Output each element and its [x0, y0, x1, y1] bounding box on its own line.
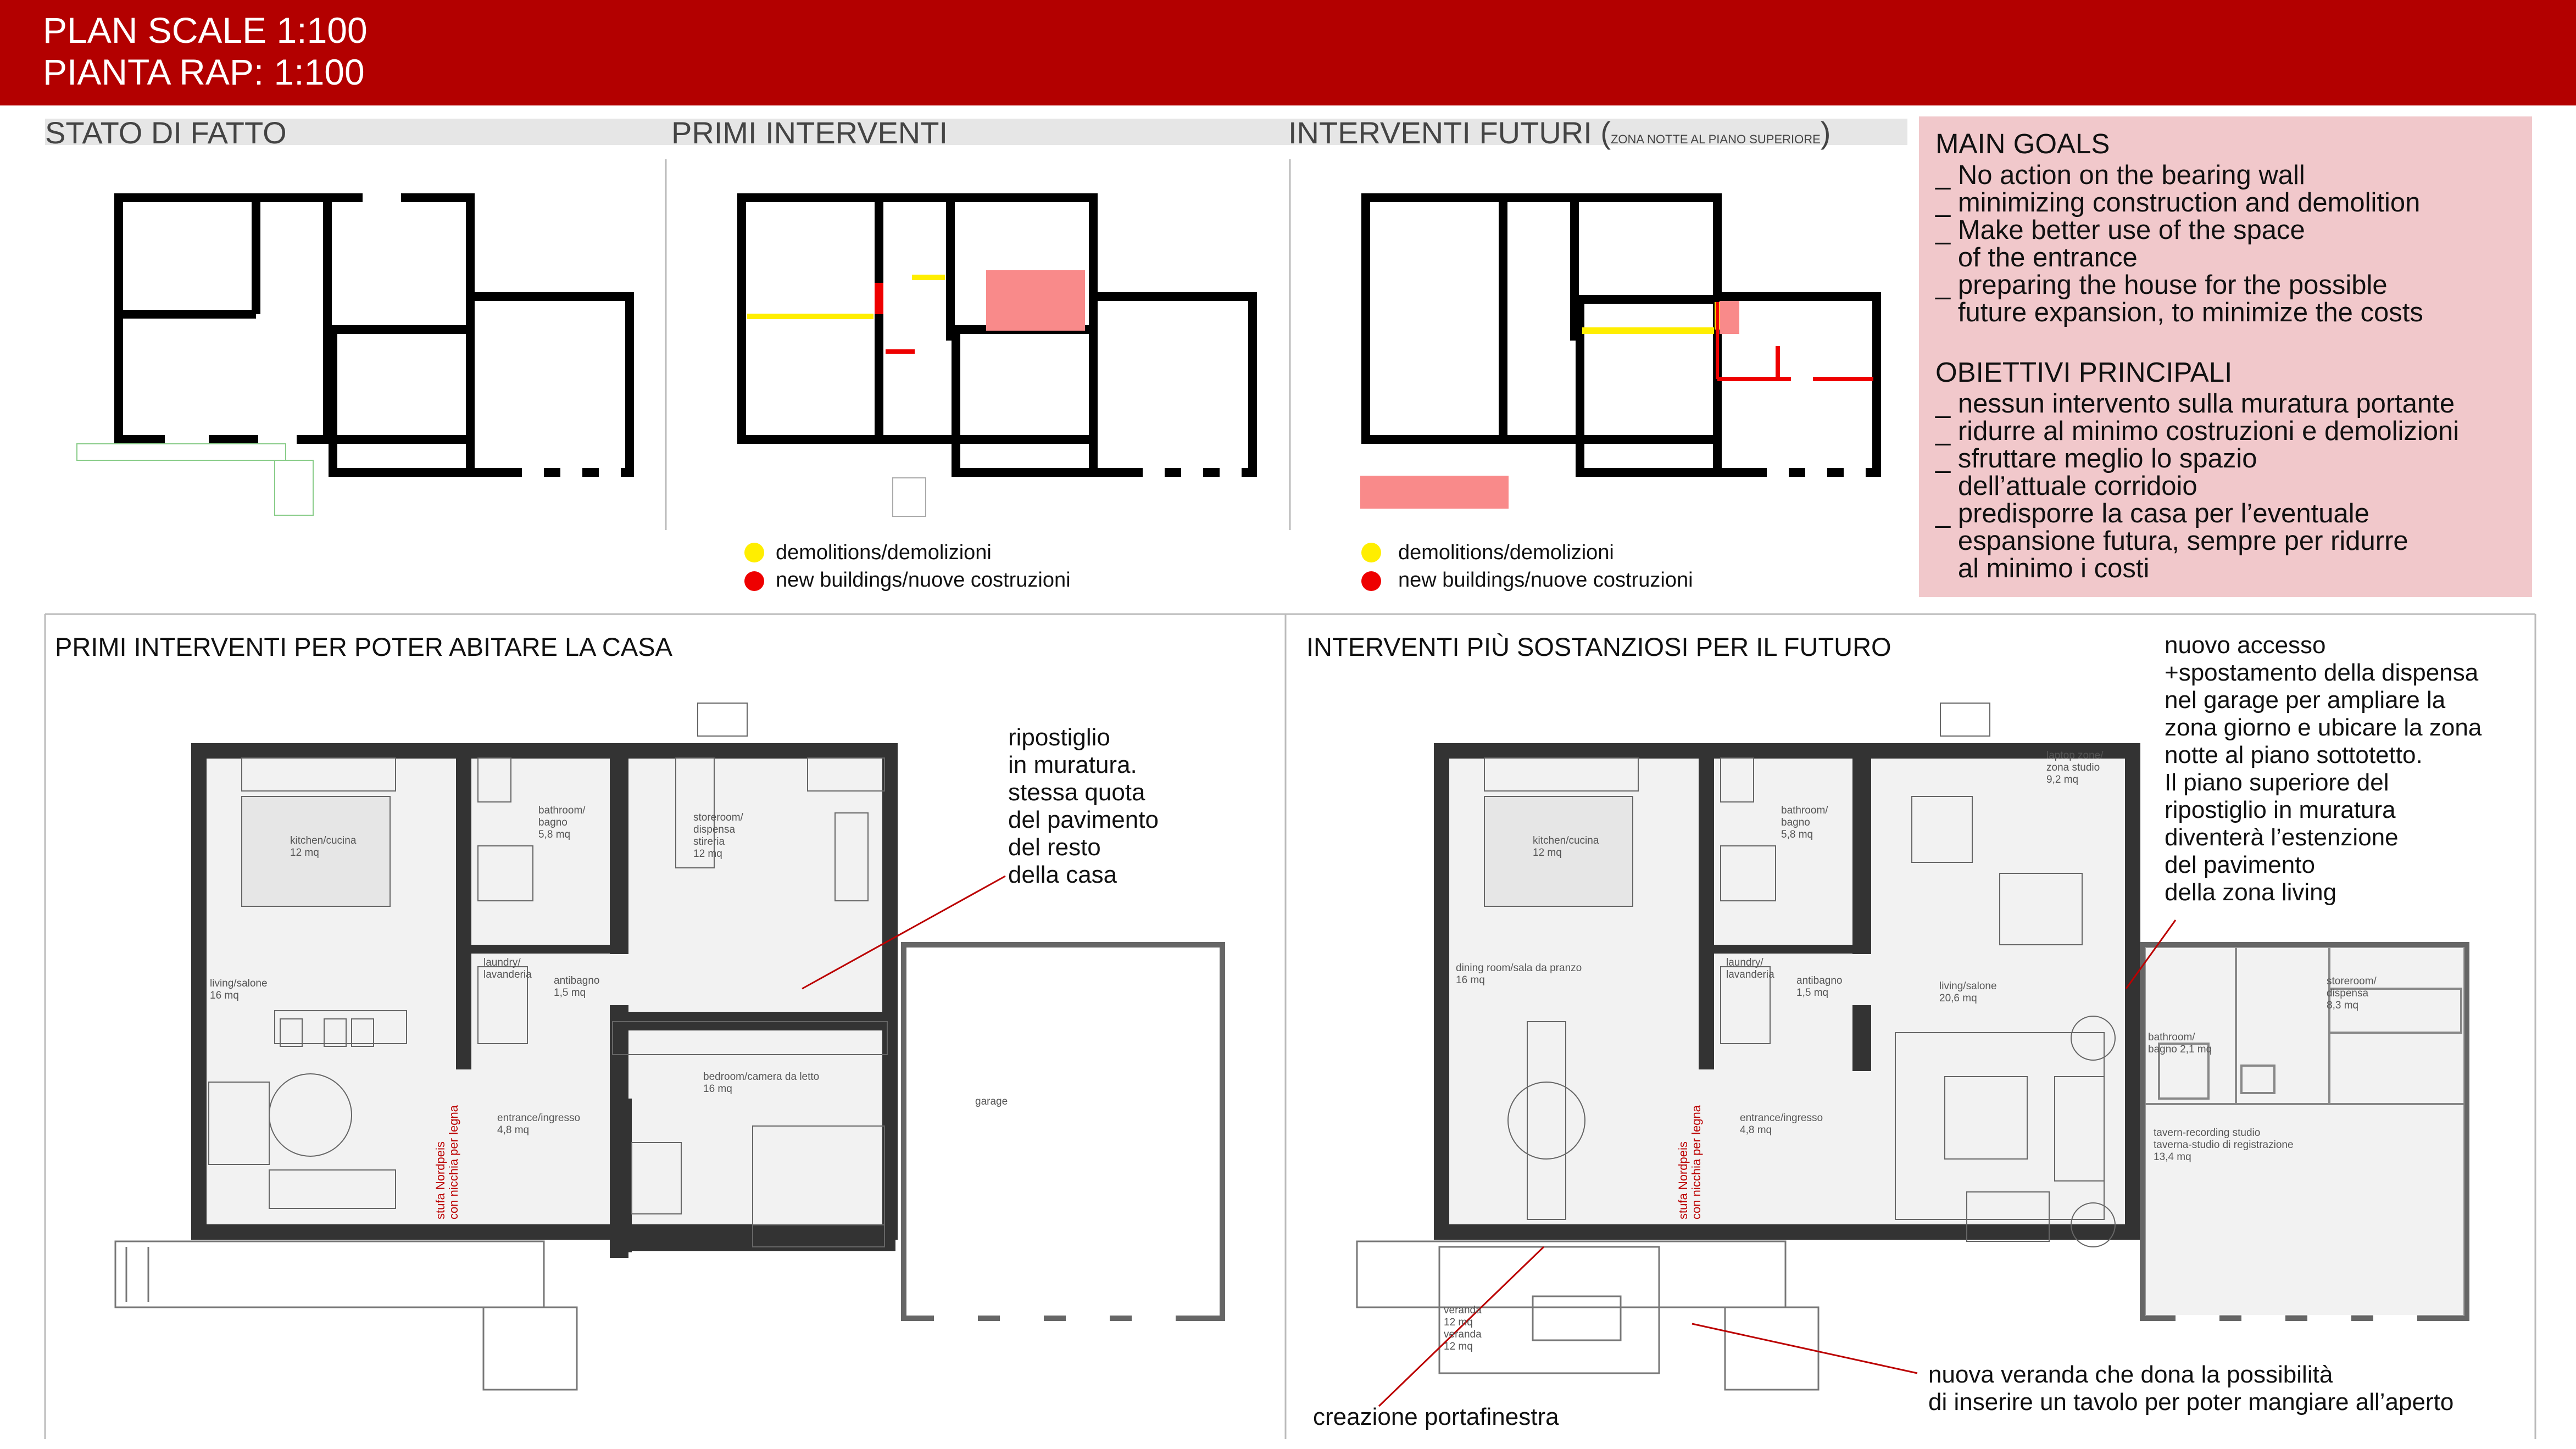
- room2-antibagno: antibagno 1,5 mq: [1796, 975, 1843, 999]
- plan-primi-interventi: [742, 198, 1253, 472]
- room-bathroom: bathroom/ bagno 5,8 mq: [538, 805, 586, 840]
- room2-tavern: tavern-recording studio taverna-studio di registrazione 13,4 mq: [2154, 1127, 2294, 1163]
- goal-it-1: _ nessun intervento sulla muratura portante: [1935, 389, 2455, 419]
- room2-storeroom: storeroom/ dispensa 8,3 mq: [2327, 976, 2377, 1011]
- room-storeroom: storeroom/ dispensa stireria 12 mq: [693, 812, 743, 860]
- goal-en-5: _ preparing the house for the possible: [1935, 270, 2388, 300]
- legend2-demolitions-label: demolitions/demolizioni: [1398, 541, 1614, 564]
- room-living: living/salone 16 mq: [210, 978, 268, 1001]
- goal-en-3: _ Make better use of the space: [1935, 215, 2305, 245]
- room-laundry: laundry/ lavanderia: [483, 957, 532, 980]
- note-portafinestra: creazione portafinestra: [1313, 1403, 1559, 1430]
- goal-en-4: of the entrance: [1935, 243, 2138, 272]
- room2-kitchen: kitchen/cucina 12 mq: [1533, 835, 1599, 859]
- goal-it-6: espansione futura, sempre per ridurre: [1935, 526, 2408, 556]
- legend-new-label: new buildings/nuove costruzioni: [776, 569, 1071, 592]
- scale-title-it: PIANTA RAP: 1:100: [43, 52, 365, 92]
- goal-it-7: al minimo i costi: [1935, 554, 2150, 583]
- goal-it-2: _ ridurre al minimo costruzioni e demolizioni: [1935, 416, 2460, 446]
- bottom-right-note: nuovo accesso +spostamento della dispensa nel garage per ampliare la zona giorno e ubicare la zona notte al piano sottotetto. Il piano superiore del ripostiglio in muratura diventerà l’estenzione del pavimento della zona living: [2165, 632, 2482, 906]
- bottom-left-title: PRIMI INTERVENTI PER POTER ABITARE LA CASA: [55, 632, 672, 661]
- legend-demolitions-dot: [744, 543, 764, 562]
- note-veranda: nuova veranda che dona la possibilità di inserire un tavolo per poter mangiare all’aperto: [1928, 1361, 2454, 1415]
- room-kitchen: kitchen/cucina 12 mq: [290, 835, 357, 859]
- room2-entrance: entrance/ingresso 4,8 mq: [1740, 1112, 1823, 1136]
- room-garage: garage: [975, 1096, 1008, 1107]
- room-antibagno: antibagno 1,5 mq: [554, 975, 600, 999]
- section-primi-label: PRIMI INTERVENTI: [671, 115, 948, 150]
- section-futuri-label: INTERVENTI FUTURI (ZONA NOTTE AL PIANO SUPERIORE): [1288, 115, 1831, 150]
- room2-bathroom: bathroom/ bagno 5,8 mq: [1781, 805, 1828, 840]
- bottom-right-title: INTERVENTI PIÙ SOSTANZIOSI PER IL FUTURO: [1306, 632, 1891, 661]
- legend2-new-label: new buildings/nuove costruzioni: [1398, 569, 1693, 592]
- room2-dining: dining room/sala da pranzo 16 mq: [1456, 962, 1582, 986]
- room-entrance: entrance/ingresso 4,8 mq: [497, 1112, 581, 1136]
- plan-interventi-futuri: [1366, 198, 1877, 472]
- room2-veranda: veranda 12 mq veranda 12 mq: [1444, 1305, 1482, 1352]
- legend-new-dot: [744, 571, 764, 591]
- room2-bathroom2: bathroom/ bagno 2,1 mq: [2148, 1032, 2212, 1055]
- legend2-demolitions-dot: [1361, 543, 1381, 562]
- goal-en-6: future expansion, to minimize the costs: [1935, 298, 2423, 327]
- goal-it-5: _ predisporre la casa per l’eventuale: [1935, 499, 2369, 528]
- section-stato-label: STATO DI FATTO: [45, 115, 287, 150]
- legend2-new-dot: [1361, 571, 1381, 591]
- legend-demolitions-label: demolitions/demolizioni: [776, 541, 992, 564]
- goals-title-en: MAIN GOALS: [1935, 128, 2110, 159]
- room-bedroom: bedroom/camera da letto 16 mq: [703, 1071, 820, 1095]
- scale-title-en: PLAN SCALE 1:100: [43, 10, 368, 51]
- room2-laptop: laptop zone/ zona studio 9,2 mq: [2046, 750, 2104, 785]
- goal-en-1: _ No action on the bearing wall: [1935, 160, 2305, 190]
- stove-label-right: stufa Nordpeis con nicchia per legna: [1676, 1105, 1703, 1219]
- goal-en-2: _ minimizing construction and demolition: [1935, 188, 2421, 218]
- stove-label-left: stufa Nordpeis con nicchia per legna: [433, 1105, 460, 1219]
- goal-it-3: _ sfruttare meglio lo spazio: [1935, 444, 2257, 473]
- goal-it-4: dell’attuale corridoio: [1935, 471, 2197, 501]
- goals-panel: [1919, 116, 2532, 597]
- bottom-left-note: ripostiglio in muratura. stessa quota del pavimento del resto della casa: [1008, 724, 1159, 888]
- room2-living: living/salone 20,6 mq: [1939, 980, 1997, 1004]
- room2-laundry: laundry/ lavanderia: [1726, 957, 1774, 980]
- plan-stato-di-fatto: [119, 198, 630, 472]
- goals-title-it: OBIETTIVI PRINCIPALI: [1935, 356, 2233, 388]
